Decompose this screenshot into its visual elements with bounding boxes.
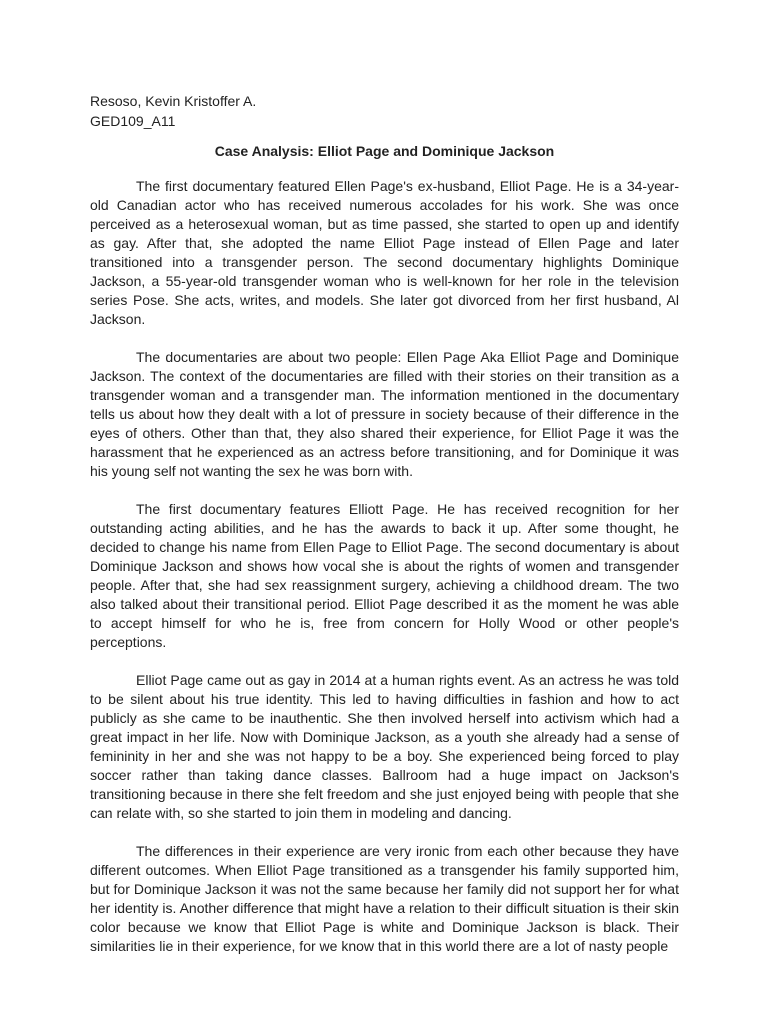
paragraph-4: Elliot Page came out as gay in 2014 at a human rights event. As an actress he was told to be silent about his true identity. This led to having difficulties in fashion and how to act publicly as she came to be inauthentic. She then involved herself into activism which had a great impact in her life. Now with Dominique Jackson, as a youth she already had a sense of femininity in her and she was not happy to be a boy. She experienced being forced to play soccer rather than taking dance classes. Ballroom had a huge impact on Jackson's transitioning because in there she felt freedom and she just enjoyed being with people that she can relate with, so she started to join them in modeling and dancing. — [90, 672, 679, 821]
paragraph-1: The first documentary featured Ellen Page's ex-husband, Elliot Page. He is a 34-year-old Canadian actor who has received numerous accolades for his work. She was once perceived as a heterosexual woman, but as time passed, she started to open up and identify as gay. After that, she adopted the name Elliot Page instead of Ellen Page and later transitioned into a transgender person. The second documentary highlights Dominique Jackson, a 55-year-old transgender woman who is well-known for her role in the television series Pose. She acts, writes, and models. She later got divorced from her first husband, Al Jackson. — [90, 178, 679, 327]
paragraph-3: The first documentary features Elliott Page. He has received recognition for her outstanding acting abilities, and he has the awards to back it up. After some thought, he decided to change his name from Ellen Page to Elliot Page. The second documentary is about Dominique Jackson and shows how vocal she is about the rights of women and transgender people. After that, she had sex reassignment surgery, achieving a childhood dream. The two also talked about their transitional period. Elliot Page described it as the moment he was able to accept himself for who he is, free from concern for Holly Wood or other people's perceptions. — [90, 501, 679, 650]
course-code: GED109_A11 — [90, 113, 176, 129]
document-body — [90, 91, 679, 975]
paragraph-5: The differences in their experience are very ironic from each other because they have different outcomes. When Elliot Page transitioned as a transgender his family supported him, but for Dominique Jackson it was not the same because her family did not support her for what her identity is. Another difference that might have a relation to their difficult situation is their skin color because we know that Elliot Page is white and Dominique Jackson is black. Their similarities lie in their experience, for we know that in this world there are a lot of nasty people — [90, 843, 679, 954]
author-name: Resoso, Kevin Kristoffer A. — [90, 93, 257, 109]
paragraph-2: The documentaries are about two people: Ellen Page Aka Elliot Page and Dominique Jackson. The context of the documentaries are filled with their stories on their transition as a transgender woman and a transgender man. The information mentioned in the documentary tells us about how they dealt with a lot of pressure in society because of their difference in the eyes of others. Other than that, they also shared their experience, for Elliot Page it was the harassment that he experienced as an actress before transitioning, and for Dominique it was his young self not wanting the sex he was born with. — [90, 349, 679, 479]
document-title: Case Analysis: Elliot Page and Dominique Jackson — [214, 143, 555, 159]
